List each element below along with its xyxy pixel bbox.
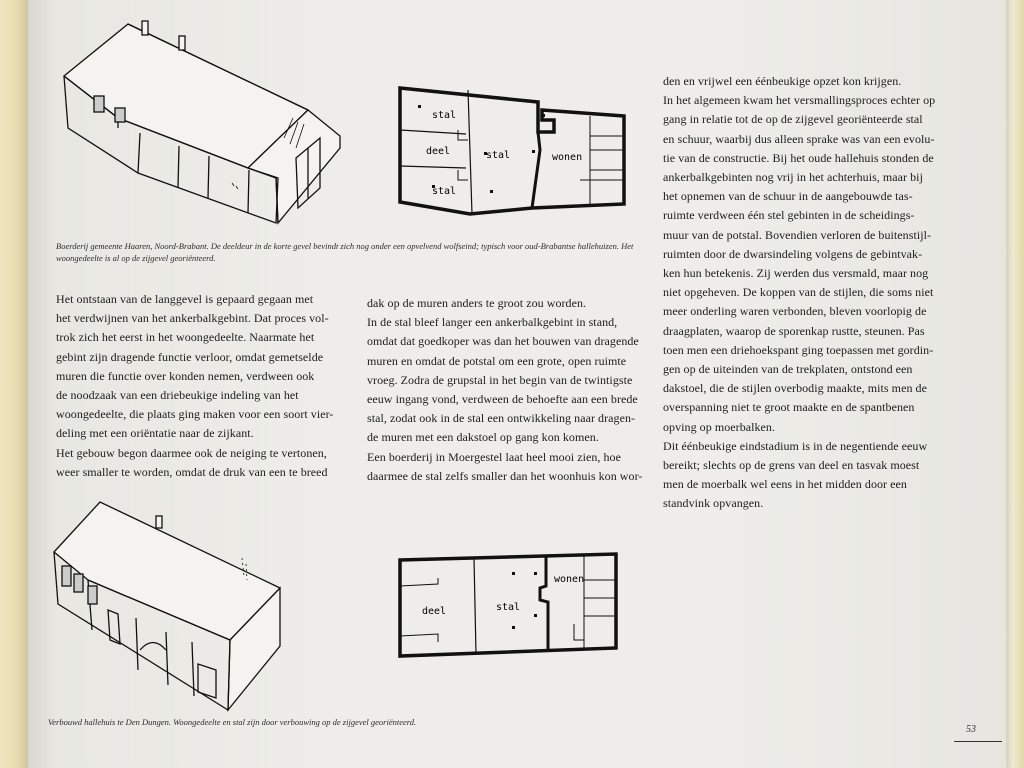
figure-bottom-caption: Verbouwd hallehuis te Den Dungen. Woongedeelte en stal zijn door verbouwing op de zijgevel georiënteerd. [48,717,417,727]
text-line: de muren met een dakstoel op gang kon komen. [367,430,599,445]
text-line: gang in relatie tot de op de zijgevel georiënteerde stal [663,112,923,127]
text-line: ken hun betekenis. Zij werden dus versmald, maar nog [663,266,929,281]
plan-bottom-label-stal: stal [496,602,521,613]
next-page-edge [1006,0,1024,768]
plan-bottom-label-wonen: wonen [554,574,585,585]
book-page [28,0,1024,768]
text-line: ankerbalkgebinten nog vrij in het achterhuis, maar bij [663,170,923,185]
text-line: In de stal bleef langer een ankerbalkgebint in stand, [367,315,618,330]
text-line: ruimte verdween één stel gebinten in de scheidings- [663,208,915,223]
text-line: muren die functie over konden nemen, verdween ook [56,368,315,383]
text-line: den en vrijwel een éénbeukige opzet kon krijgen. [663,74,902,88]
text-line: standvink opvangen. [663,496,764,511]
text-line: en schuur, waarbij dus alleen sprake was van een evolu- [663,131,935,146]
text-line: trok zich het eerst in het woongedeelte. Naarmate het [56,330,315,345]
plan-top-label-stal-middle: stal [486,150,511,161]
plan-bottom-label-deel: deel [422,606,447,617]
text-line: het verdwijnen van het ankerbalkgebint. Dat proces vol- [56,311,329,326]
text-line: Een boerderij in Moergestel laat heel mooi zien, hoe [367,449,621,464]
farmhouse-drawing-top [58,18,358,238]
book-binding-edge [0,0,28,768]
text-line: daarmee de stal zelfs smaller dan het woonhuis kon wor- [367,468,643,483]
text-line: vroeg. Zodra de grupstal in het begin van de twintigste [367,372,633,387]
text-line: weer smaller te worden, omdat de druk van een te breed [56,464,328,479]
text-line: Het gebouw begon daarmee ook de neiging te vertonen, [56,445,327,460]
plan-top-label-stal-lower: stal [432,186,457,197]
caption-line: Boerderij gemeente Haaren, Noord-Brabant. De deeldeur in de korte gevel bevindt zich nog onder een opvelvend wolfseind; typisch voor oud-Brabantse hallehuizen. Het [56,241,634,251]
text-column-2 [367,294,667,486]
text-line: niet opgeheven. De koppen van de stijlen, die soms niet [663,285,934,300]
text-line: men de moerbalk wel eens in het midden door een [663,477,907,492]
caption-line: woongedeelte is al op de zijgevel georiënteerd. [56,253,216,263]
floor-plan-top [380,80,652,220]
text-line: gebint zijn dragende functie verloor, omdat gemetselde [56,349,324,364]
text-line: muur van de potstal. Bovendien verloren de buitenstijl- [663,227,932,242]
text-line: Dit éénbeukige eindstadium is in de negentiende eeuw [663,438,928,453]
text-line: de noodzaak van een driebeukige indeling van het [56,388,299,403]
text-line: muren en omdat de potstal om een grote, open ruimte [367,353,627,368]
plan-top-label-wonen: wonen [552,152,583,163]
text-line: toen men een driehoekspant ging toepassen met gordin- [663,342,934,357]
text-line: dak op de muren anders te groot zou worden. [367,296,587,310]
text-column-3 [663,72,963,514]
floor-plan-bottom [388,540,658,670]
text-line: opving op moerbalken. [663,419,776,434]
figure-top-caption [56,240,716,264]
text-line: Het ontstaan van de langgevel is gepaard gegaan met [56,292,314,306]
text-line: gen op de uiteinden van de trekplaten, ontstond een [663,362,913,377]
text-line: draagplaten, waarop de sporenkap rustte, steunen. Pas [663,323,925,338]
text-line: eeuw ingang vond, verdween de behoefte aan een brede [367,392,638,407]
text-line: woongedeelte, die plaats ging maken voor een soort vier- [56,407,334,422]
text-line: In het algemeen kwam het versmallingsproces echter op [663,93,936,108]
text-line: overspanning niet te groot maakte en de spantbenen [663,400,915,415]
plan-top-label-deel: deel [426,146,451,157]
text-line: meer onderling waren verbonden, bleven voorlopig de [663,304,927,319]
farmhouse-drawing-bottom [48,500,338,720]
text-line: tie van de constructie. Bij het oude hallehuis stonden de [663,150,934,165]
text-line: stal, zodat ook in de stal een ontwikkeling naar dragen- [367,411,636,426]
text-line: ruimten door de dwarsindeling volgens de gebintvak- [663,246,923,261]
page-number-rule [954,741,1002,742]
text-line: dakstoel, die de stijlen overbodig maakte, mits men de [663,381,927,396]
text-line: deling met een oriëntatie naar de zijkant. [56,426,254,441]
text-line: bereikt; slechts op de grens van deel en tasvak moest [663,458,920,473]
text-line: het opnemen van de schuur in de aangebouwde tas- [663,189,913,204]
plan-top-label-stal-upper: stal [432,110,457,121]
page-number: 53 [966,724,976,735]
text-column-1 [56,290,356,482]
text-line: omdat dat goedkoper was dan het bouwen van dragende [367,334,639,349]
